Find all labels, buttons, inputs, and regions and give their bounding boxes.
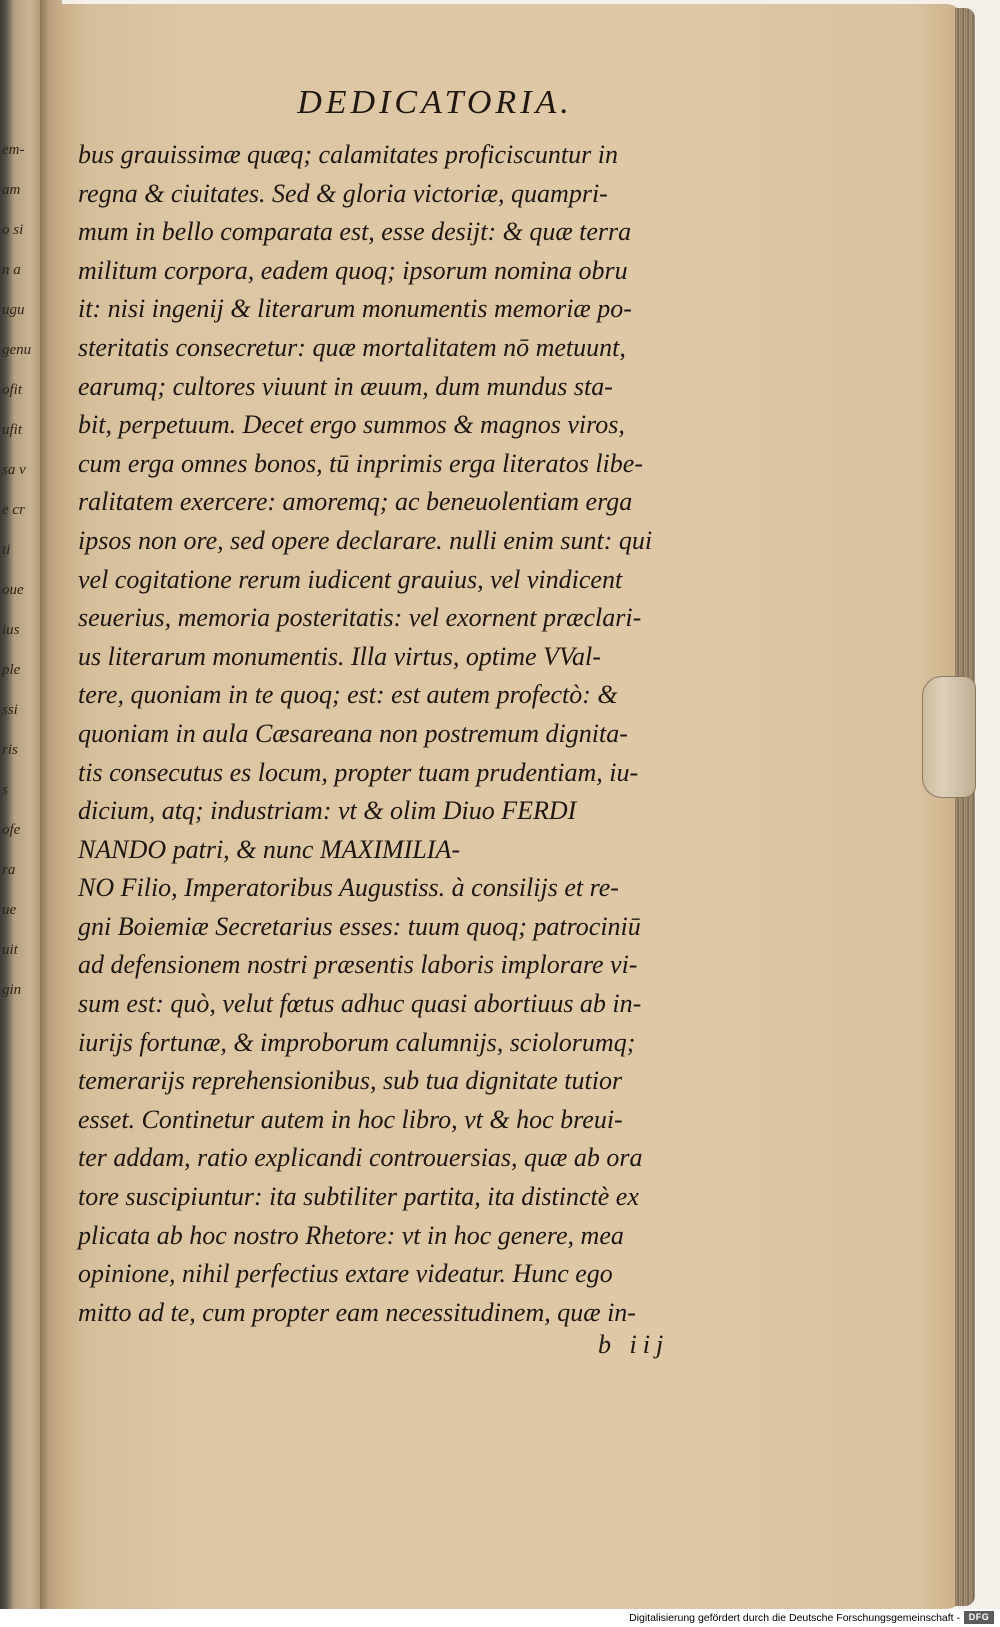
text-line: sum est: quò, velut fœtus adhuc quasi abortiuus ab in-	[78, 989, 642, 1019]
text-line: tere, quoniam in te quoq; est: est autem profectò: &	[78, 680, 618, 710]
text-line: iurijs fortunæ, & improborum calumnijs, sciolorumq;	[78, 1027, 636, 1057]
text-line: dicium, atq; industriam: vt & olim Diuo FERDI	[78, 796, 577, 826]
text-line: opinione, nihil perfectius extare videatur. Hunc ego	[78, 1259, 613, 1289]
facing-fragment: em-	[2, 142, 25, 158]
body-text	[78, 136, 738, 1332]
text-line: steritatis consecretur: quæ mortalitatem nō metuunt,	[78, 332, 626, 362]
text-line: plicata ab hoc nostro Rhetore: vt in hoc genere, mea	[78, 1220, 624, 1250]
facing-fragment: gin	[2, 982, 22, 998]
facing-fragment: ufit	[2, 422, 23, 438]
page-clip	[922, 676, 976, 798]
facing-fragment: uit	[2, 942, 18, 958]
footer-credit: Digitalisierung gefördert durch die Deutsche Forschungsgemeinschaft -	[629, 1612, 960, 1624]
facing-fragment: ue	[2, 902, 17, 918]
facing-fragment: ius	[2, 622, 20, 638]
text-line: regna & ciuitates. Sed & gloria victoriæ, quampri-	[78, 178, 608, 208]
facing-fragment: am	[2, 182, 21, 198]
text-line: NANDO patri, & nunc MAXIMILIA-	[78, 834, 461, 864]
text-line: quoniam in aula Cæsareana non postremum dignita-	[78, 718, 628, 748]
text-line: tis consecutus es locum, propter tuam prudentiam, iu-	[78, 757, 639, 787]
text-line: ralitatem exercere: amoremq; ac beneuolentiam erga	[78, 487, 633, 517]
facing-fragment: oue	[2, 582, 24, 598]
text-line: temerarijs reprehensionibus, sub tua dignitate tutior	[78, 1066, 623, 1096]
text-line: bit, perpetuum. Decet ergo summos & magnos viros,	[78, 410, 625, 440]
dfg-logo[interactable]: DFG	[964, 1611, 994, 1624]
text-line: gni Boiemiæ Secretarius esses: tuum quoq; patrociniū	[78, 911, 641, 941]
text-line: vel cogitatione rerum iudicent grauius, vel vindicent	[78, 564, 623, 594]
facing-fragment: s	[2, 782, 8, 798]
signature-mark: b iij	[598, 1330, 670, 1359]
text-line: earumq; cultores viuunt in æuum, dum mundus sta-	[78, 371, 613, 401]
text-line: ipsos non ore, sed opere declarare. nulli enim sunt: qui	[78, 525, 653, 555]
facing-fragment: ti	[2, 542, 11, 558]
text-line: cum erga omnes bonos, tū inprimis erga literatos libe-	[78, 448, 643, 478]
facing-fragment: e cr	[2, 502, 25, 518]
facing-fragment: ris	[2, 742, 18, 758]
facing-fragment: n a	[2, 262, 21, 278]
facing-fragment: ra	[2, 862, 16, 878]
facing-fragment: ugu	[2, 302, 25, 318]
facing-page-fragments	[2, 130, 42, 1010]
facing-fragment: sa v	[2, 462, 26, 478]
text-line: it: nisi ingenij & literarum monumentis memoriæ po-	[78, 294, 632, 324]
text-line: ad defensionem nostri præsentis laboris implorare vi-	[78, 950, 638, 980]
text-line: NO Filio, Imperatoribus Augustiss. à consilijs et re-	[78, 873, 619, 903]
text-line: seuerius, memoria posteritatis: vel exornent præclari-	[78, 603, 642, 633]
text-line: tore suscipiuntur: ita subtiliter partita, ita distinctè ex	[78, 1182, 639, 1212]
text-line: us literarum monumentis. Illa virtus, optime VVal-	[78, 641, 601, 671]
facing-fragment: ofe	[2, 822, 21, 838]
running-head: DEDICATORIA.	[297, 84, 573, 121]
text-line: esset. Continetur autem in hoc libro, vt & hoc breui-	[78, 1104, 623, 1134]
facing-fragment: ofit	[2, 382, 23, 398]
text-line: ter addam, ratio explicandi controuersias, quæ ab ora	[78, 1143, 643, 1173]
text-line: bus grauissimæ quæq; calamitates proficiscuntur in	[78, 140, 618, 169]
text-line: mum in bello comparata est, esse desijt: & quæ terra	[78, 217, 632, 247]
facing-fragment: ssi	[2, 702, 18, 718]
text-line: mitto ad te, cum propter eam necessitudinem, quæ in-	[78, 1297, 636, 1327]
page-edges	[955, 8, 975, 1606]
text-line: militum corpora, eadem quoq; ipsorum nomina obru	[78, 255, 628, 285]
facing-fragment: genu	[2, 342, 32, 358]
facing-fragment: ple	[2, 662, 21, 678]
facing-page-edge	[0, 0, 42, 1627]
facing-fragment: o si	[2, 222, 24, 238]
